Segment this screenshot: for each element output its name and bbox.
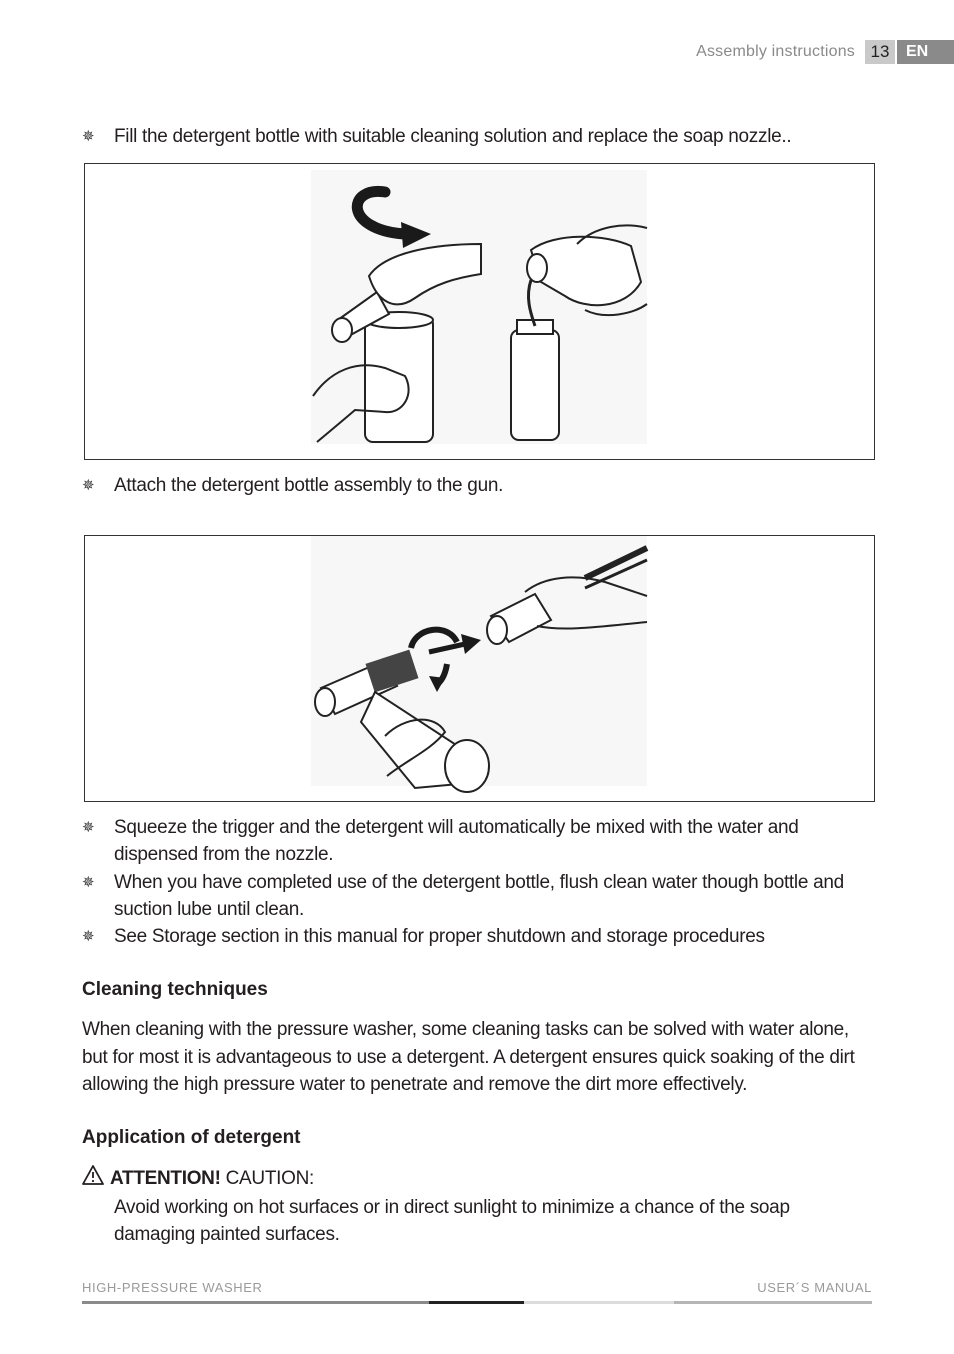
caution-text: Avoid working on hot surfaces or in direct sunlight to minimize a chance of the soap damaging painted surfaces. [114,1196,790,1245]
footer-divider [82,1301,872,1304]
fill-bottle-illustration [85,164,874,459]
bullet-icon: ✵ [82,874,95,891]
bullet-item [82,923,874,950]
bullet-text: See Storage section in this manual for proper shutdown and storage procedures [114,926,765,947]
bullet-text: Attach the detergent bottle assembly to the gun. [114,475,504,496]
figure-attach-bottle [84,535,875,802]
cleaning-heading: Cleaning techniques [82,979,268,1000]
attention-label: ATTENTION! [110,1168,221,1189]
bullet-text: When you have completed use of the detergent bottle, flush clean water though bottle and suction lube until clean. [114,872,844,920]
bullet-icon: ✵ [82,477,95,494]
language-badge: EN [897,40,954,64]
bullet-item [82,472,874,499]
bullet-icon: ✵ [82,128,95,145]
bullet-icon: ✵ [82,928,95,945]
cleaning-paragraph: When cleaning with the pressure washer, some cleaning tasks can be solved with water alone, but for most it is advantageous to use a detergent. A detergent ensures quick soaking of the dirt allowing the high pressure water to penetrate and remove the dirt more effectively. [82,1019,855,1095]
caution-label: CAUTION: [225,1168,315,1189]
bullet-item [82,869,874,923]
page-number: 13 [865,40,895,64]
figure-fill-bottle [84,163,875,460]
attention-notice [82,1165,882,1249]
bullet-item [82,123,874,150]
bullet-text: Squeeze the trigger and the detergent will automatically be mixed with the water and dispensed from the nozzle. [114,817,799,865]
warning-icon [82,1165,110,1194]
footer-manual: USER´S MANUAL [757,1280,872,1295]
bullet-item [82,814,874,868]
section-title: Assembly instructions [696,43,855,60]
application-heading: Application of detergent [82,1127,301,1148]
bullet-text: Fill the detergent bottle with suitable cleaning solution and replace the soap nozzle.. [114,126,792,147]
footer-product: HIGH-PRESSURE WASHER [82,1280,263,1295]
attach-bottle-illustration [85,536,874,801]
page-header [696,40,954,64]
bullet-icon: ✵ [82,819,95,836]
